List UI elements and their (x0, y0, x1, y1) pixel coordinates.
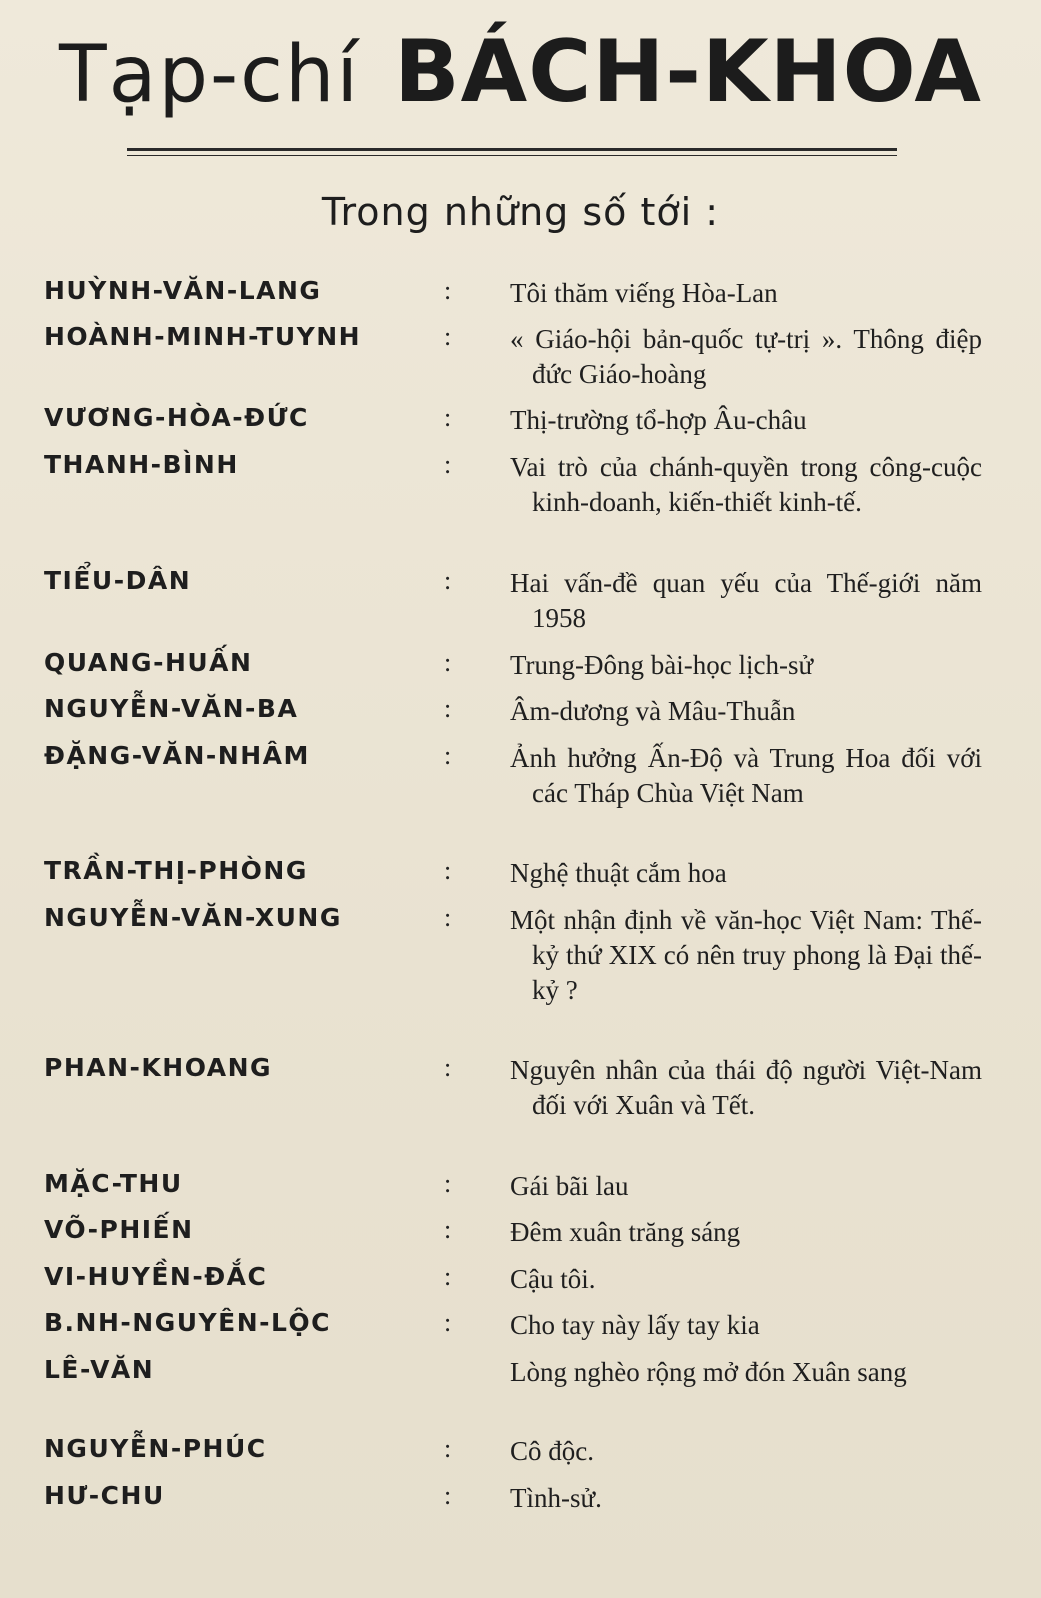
author-name: ĐẶNG-VĂN-NHÂM (44, 741, 310, 770)
article-title: Hai vấn-đề quan yếu của Thế-giới năm 1958 (510, 568, 982, 633)
article-title: Cô độc. (510, 1436, 594, 1466)
article-title: Âm-dương và Mâu-Thuẫn (510, 696, 796, 726)
author-name: TRẦN-THỊ-PHÒNG (44, 856, 308, 885)
article-title: Ảnh hưởng Ấn-Độ và Trung Hoa đối với các Tháp Chùa Việt Nam (510, 743, 982, 808)
separator-colon: : (444, 1481, 452, 1510)
author-name: QUANG-HUẤN (44, 648, 253, 677)
separator-colon: : (444, 648, 452, 677)
article-title: Lòng nghèo rộng mở đón Xuân sang (510, 1357, 907, 1387)
masthead-name: BÁCH-KHOA (394, 22, 982, 122)
author-name: VÕ-PHIẾN (44, 1215, 194, 1244)
author-name: NGUYỄN-VĂN-XUNG (44, 903, 342, 932)
article-title: « Giáo-hội bản-quốc tự-trị ». Thông điệp đức Giáo-hoàng (510, 324, 982, 389)
separator-colon: : (444, 1434, 452, 1463)
section-subtitle: Trong những số tới : (321, 190, 720, 234)
masthead-rule-thick (127, 148, 897, 151)
author-name: LÊ-VĂN (44, 1355, 155, 1384)
separator-colon: : (444, 276, 452, 305)
separator-colon: : (444, 450, 452, 479)
separator-colon: : (444, 903, 452, 932)
author-name: NGUYỄN-VĂN-BA (44, 694, 299, 723)
separator-colon: : (444, 322, 452, 351)
article-title: Trung-Đông bài-học lịch-sử (510, 650, 814, 680)
article-title: Nghệ thuật cắm hoa (510, 858, 727, 888)
masthead (0, 22, 1041, 122)
masthead-rule-thin (127, 155, 897, 156)
article-title: Một nhận định về văn-học Việt Nam: Thế-kỷ thứ XIX có nên truy phong là Đại thế-kỷ ? (510, 905, 982, 1005)
separator-colon: : (444, 1262, 452, 1291)
article-title: Thị-trường tổ-hợp Âu-châu (510, 405, 807, 435)
author-name: NGUYỄN-PHÚC (44, 1434, 267, 1463)
author-name: PHAN-KHOANG (44, 1053, 273, 1082)
author-name: HƯ-CHU (44, 1481, 165, 1510)
article-title: Đêm xuân trăng sáng (510, 1217, 741, 1247)
article-title: Tình-sử. (510, 1483, 602, 1513)
author-name: VƯƠNG-HÒA-ĐỨC (44, 403, 309, 432)
separator-colon: : (444, 1053, 452, 1082)
article-title: Gái bãi lau (510, 1171, 629, 1201)
separator-colon: : (444, 694, 452, 723)
author-name: TIỂU-DÂN (44, 566, 192, 595)
article-title: Tôi thăm viếng Hòa-Lan (510, 278, 778, 308)
separator-colon: : (444, 1308, 452, 1337)
author-name: THANH-BÌNH (44, 450, 239, 479)
separator-colon: : (444, 566, 452, 595)
article-title: Cậu tôi. (510, 1264, 596, 1294)
author-name: HOÀNH-MINH-TUYNH (44, 322, 362, 351)
author-name: HUỲNH-VĂN-LANG (44, 276, 322, 305)
author-name: VI-HUYỀN-ĐẮC (44, 1262, 268, 1291)
article-title: Nguyên nhân của thái độ người Việt-Nam đối với Xuân và Tết. (510, 1055, 982, 1120)
separator-colon: : (444, 1215, 452, 1244)
article-title: Cho tay này lấy tay kia (510, 1310, 760, 1340)
separator-colon: : (444, 1169, 452, 1198)
article-title: Vai trò của chánh-quyền trong công-cuộc kinh-doanh, kiến-thiết kinh-tế. (510, 452, 982, 517)
separator-colon: : (444, 741, 452, 770)
masthead-prefix: Tạp-chí (59, 30, 361, 120)
author-name: B.NH-NGUYÊN-LỘC (44, 1308, 332, 1337)
separator-colon: : (444, 403, 452, 432)
separator-colon: : (444, 856, 452, 885)
author-name: MẶC-THU (44, 1169, 183, 1198)
